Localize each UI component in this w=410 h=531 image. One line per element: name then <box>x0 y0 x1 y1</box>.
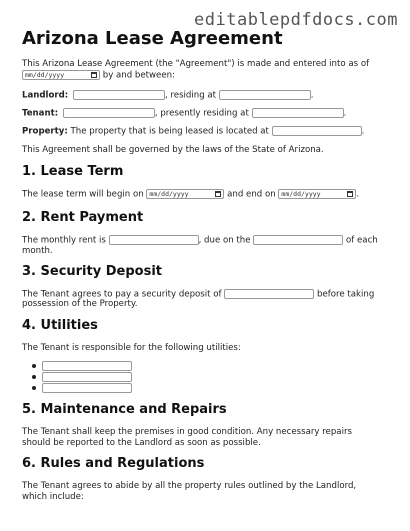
tenant-row <box>22 108 346 120</box>
utilities-text: The Tenant is responsible for the following utilities: <box>22 343 241 353</box>
deposit-amount-field[interactable] <box>224 289 314 299</box>
tenant-end: . <box>343 108 347 119</box>
rent-due-day-field[interactable] <box>253 235 343 245</box>
landlord-row <box>22 90 314 102</box>
monthly-rent-field[interactable] <box>109 235 199 245</box>
lease-term-end: . <box>356 189 360 200</box>
landlord-residing-text: , residing at <box>164 90 217 101</box>
landlord-end: . <box>310 90 314 101</box>
rent-month-text: month. <box>22 246 53 256</box>
intro-date-row <box>22 70 175 82</box>
property-label: Property: <box>22 126 68 137</box>
rent-due-text: , due on the <box>198 235 251 246</box>
lease-begin-text: The lease term will begin on <box>22 189 144 200</box>
tenant-name-field[interactable] <box>63 108 155 118</box>
section-heading-rent: 2. Rent Payment <box>22 210 144 225</box>
rules-text: The Tenant agrees to abide by all the property rules outlined by the Landlord, which include: <box>22 481 357 502</box>
utility-field-3[interactable] <box>42 383 132 393</box>
property-text: The property that is being leased is located at <box>70 126 269 137</box>
watermark: editablepdfdocs.com <box>194 10 398 30</box>
rent-of-each-text: of each <box>346 235 378 246</box>
tenant-residing-text: , presently residing at <box>154 108 249 119</box>
section-heading-deposit: 3. Security Deposit <box>22 264 162 279</box>
lease-start-date-input[interactable] <box>146 189 224 199</box>
agreement-date-input[interactable] <box>22 70 100 80</box>
maintenance-text: The Tenant shall keep the premises in good condition. Any necessary repairs should be reported to the Landlord as soon as possible. <box>22 427 352 448</box>
list-bullet <box>32 375 36 379</box>
rent-text: The monthly rent is <box>22 235 106 246</box>
date-placeholder: mm/dd/yyyy <box>281 189 321 198</box>
tenant-label: Tenant: <box>22 108 59 119</box>
list-bullet <box>32 364 36 368</box>
deposit-possession-text: possession of the Property. <box>22 299 138 309</box>
date-placeholder: mm/dd/yyyy <box>149 189 189 198</box>
list-bullet <box>32 386 36 390</box>
rent-row <box>22 235 378 247</box>
date-placeholder: mm/dd/yyyy <box>25 70 65 79</box>
deposit-text: The Tenant agrees to pay a security deposit of <box>22 289 222 300</box>
landlord-label: Landlord: <box>22 90 69 101</box>
section-heading-lease-term: 1. Lease Term <box>22 164 124 179</box>
property-row <box>22 126 364 138</box>
governing-law-text: This Agreement shall be governed by the laws of the State of Arizona. <box>22 145 324 155</box>
section-heading-utilities: 4. Utilities <box>22 318 98 333</box>
utility-field-1[interactable] <box>42 361 132 371</box>
utility-field-2[interactable] <box>42 372 132 382</box>
landlord-address-field[interactable] <box>219 90 311 100</box>
intro-suffix: by and between: <box>102 70 175 81</box>
tenant-address-field[interactable] <box>252 108 344 118</box>
page-title: Arizona Lease Agreement <box>22 28 283 49</box>
property-end: . <box>361 126 365 137</box>
calendar-icon <box>91 72 97 78</box>
lease-term-row <box>22 189 359 201</box>
property-address-field[interactable] <box>272 126 362 136</box>
calendar-icon <box>215 191 221 197</box>
calendar-icon <box>347 191 353 197</box>
intro-text: This Arizona Lease Agreement (the "Agreement") is made and entered into as of <box>22 59 370 69</box>
deposit-before-text: before taking <box>317 289 375 300</box>
section-heading-maintenance: 5. Maintenance and Repairs <box>22 402 227 417</box>
landlord-name-field[interactable] <box>73 90 165 100</box>
section-heading-rules: 6. Rules and Regulations <box>22 456 205 471</box>
lease-end-text: and end on <box>227 189 276 200</box>
lease-end-date-input[interactable] <box>278 189 356 199</box>
